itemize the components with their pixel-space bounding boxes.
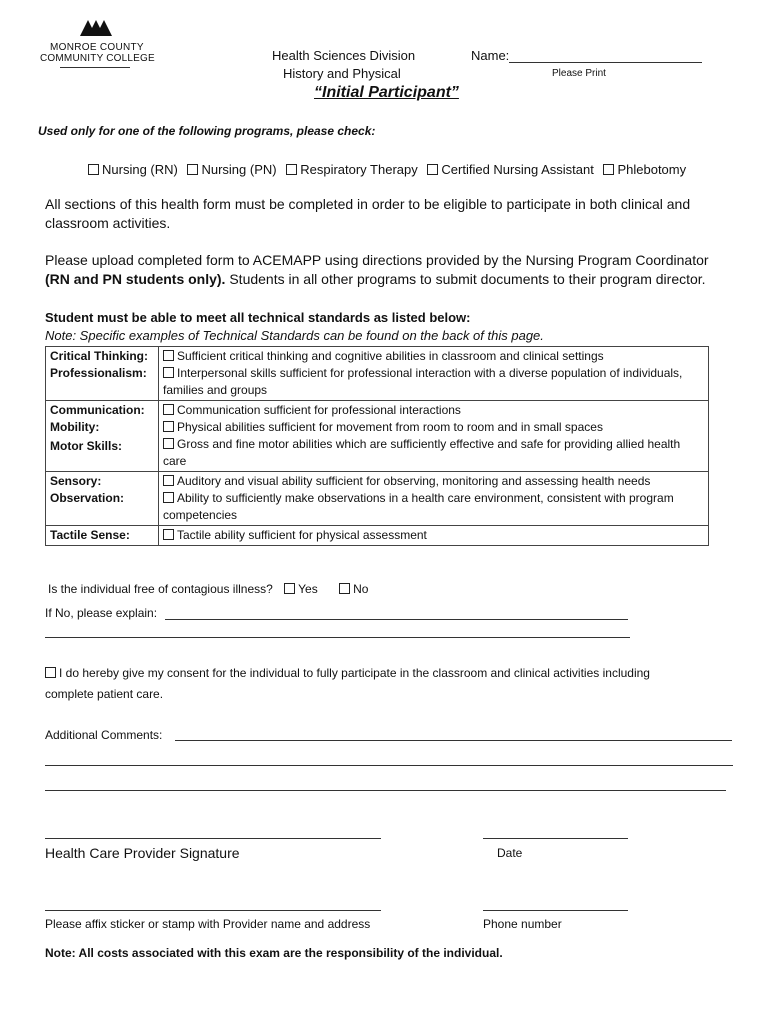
item-cell	[159, 526, 709, 546]
table-row	[46, 526, 709, 546]
standard-label: Critical Thinking:	[50, 349, 149, 363]
checkbox-icon	[339, 583, 350, 594]
checkbox-icon	[163, 404, 174, 415]
explain-label: If No, please explain:	[45, 606, 158, 620]
technical-standards-table	[45, 346, 709, 546]
standards-heading: Student must be able to meet all technical standards as listed below:	[45, 310, 471, 325]
label-cell	[46, 347, 159, 401]
name-hint: Please Print	[552, 68, 606, 79]
table-row	[46, 401, 709, 472]
stamp-label: Please affix sticker or stamp with Provider name and address	[45, 917, 371, 931]
program-option-pn[interactable]: Nursing (PN)	[187, 162, 276, 177]
illness-question-row	[48, 582, 368, 596]
checkbox-icon	[286, 164, 297, 175]
intro-paragraph-2b	[45, 271, 706, 287]
college-name-line2: COMMUNITY COLLEGE	[40, 53, 155, 64]
standard-label: Observation:	[50, 491, 125, 505]
checkbox-icon	[163, 475, 174, 486]
checkbox-icon	[603, 164, 614, 175]
date-field[interactable]	[483, 838, 628, 839]
division-name: Health Sciences Division	[272, 48, 416, 63]
item-cell	[159, 401, 709, 472]
comments-field-line3[interactable]	[45, 790, 726, 791]
stamp-field[interactable]	[45, 910, 381, 911]
label-cell	[46, 526, 159, 546]
checkbox-icon	[163, 367, 174, 378]
label-cell	[46, 401, 159, 472]
checkbox-icon	[163, 529, 174, 540]
rn-pn-note: (RN and PN students only).	[45, 271, 226, 287]
intro-paragraph-1: All sections of this health form must be completed in order to be eligible to participate in both clinical and	[45, 196, 691, 212]
college-name-line1: MONROE COUNTY	[50, 42, 144, 53]
checkbox-icon	[163, 421, 174, 432]
standard-item[interactable]: Interpersonal skills sufficient for professional interaction with a diverse population of individuals, families and groups	[163, 366, 683, 397]
explain-field[interactable]	[165, 619, 628, 620]
comments-label: Additional Comments:	[45, 728, 163, 742]
standard-label: Mobility:	[50, 420, 100, 434]
page-title: “Initial Participant”	[314, 84, 459, 101]
comments-field-line2[interactable]	[45, 765, 733, 766]
standard-item[interactable]: Ability to sufficiently make observations in a health care environment, consistent with program competencies	[163, 491, 674, 522]
checkbox-icon	[427, 164, 438, 175]
program-option-rn[interactable]: Nursing (RN)	[88, 162, 178, 177]
standard-label: Professionalism:	[50, 366, 147, 380]
logo-mark	[96, 20, 112, 36]
standard-label: Sensory:	[50, 474, 102, 488]
date-label: Date	[497, 846, 523, 860]
program-option-phleb[interactable]: Phlebotomy	[603, 162, 686, 177]
signature-label: Health Care Provider Signature	[45, 845, 240, 861]
item-cell	[159, 347, 709, 401]
consent-line-1[interactable]: I do hereby give my consent for the individual to fully participate in the classroom and clinical activities including	[45, 666, 650, 680]
standards-note: Note: Specific examples of Technical Standards can be found on the back of this page.	[45, 328, 544, 343]
table-row	[46, 347, 709, 401]
illness-no-option[interactable]: No	[339, 582, 368, 596]
checkbox-icon	[163, 350, 174, 361]
comments-field[interactable]	[175, 740, 732, 741]
logo-rule	[60, 67, 130, 68]
checkbox-icon	[45, 667, 56, 678]
program-option-cna[interactable]: Certified Nursing Assistant	[427, 162, 593, 177]
standard-item[interactable]: Tactile ability sufficient for physical assessment	[163, 527, 704, 544]
illness-question: Is the individual free of contagious illness?	[48, 582, 273, 596]
illness-yes-option[interactable]: Yes	[284, 582, 318, 596]
phone-label: Phone number	[483, 917, 562, 931]
phone-field[interactable]	[483, 910, 628, 911]
name-label: Name:	[471, 48, 510, 63]
standard-item[interactable]: Physical abilities sufficient for movement from room to room and in small spaces	[163, 419, 704, 436]
standard-label: Tactile Sense:	[50, 528, 130, 542]
checkbox-icon	[163, 438, 174, 449]
standard-label: Motor Skills:	[50, 439, 123, 453]
other-programs-note: Students in all other programs to submit documents to their program director.	[225, 271, 706, 287]
checkbox-icon	[284, 583, 295, 594]
standard-label: Communication:	[50, 403, 145, 417]
standard-item[interactable]: Auditory and visual ability sufficient for observing, monitoring and assessing health needs	[163, 473, 704, 490]
consent-line-2: complete patient care.	[45, 687, 164, 701]
program-prompt: Used only for one of the following programs, please check:	[38, 124, 376, 138]
form-name: History and Physical	[283, 66, 401, 81]
program-options	[88, 162, 686, 177]
intro-paragraph-1b: classroom activities.	[45, 215, 171, 231]
table-row	[46, 472, 709, 526]
intro-paragraph-2: Please upload completed form to ACEMAPP using directions provided by the Nursing Program Coordinator	[45, 252, 709, 268]
checkbox-icon	[187, 164, 198, 175]
standard-item[interactable]: Communication sufficient for professional interactions	[163, 402, 704, 419]
checkbox-icon	[163, 492, 174, 503]
standard-item[interactable]: Gross and fine motor abilities which are sufficiently effective and safe for providing allied health care	[163, 437, 681, 468]
name-field[interactable]	[509, 62, 702, 63]
program-option-rt[interactable]: Respiratory Therapy	[286, 162, 418, 177]
checkbox-icon	[88, 164, 99, 175]
item-cell	[159, 472, 709, 526]
signature-field[interactable]	[45, 838, 381, 839]
explain-field-line2[interactable]	[45, 637, 630, 638]
standard-item[interactable]: Sufficient critical thinking and cognitive abilities in classroom and clinical settings	[163, 348, 704, 365]
footer-note: Note: All costs associated with this exam are the responsibility of the individual.	[45, 946, 503, 960]
label-cell	[46, 472, 159, 526]
